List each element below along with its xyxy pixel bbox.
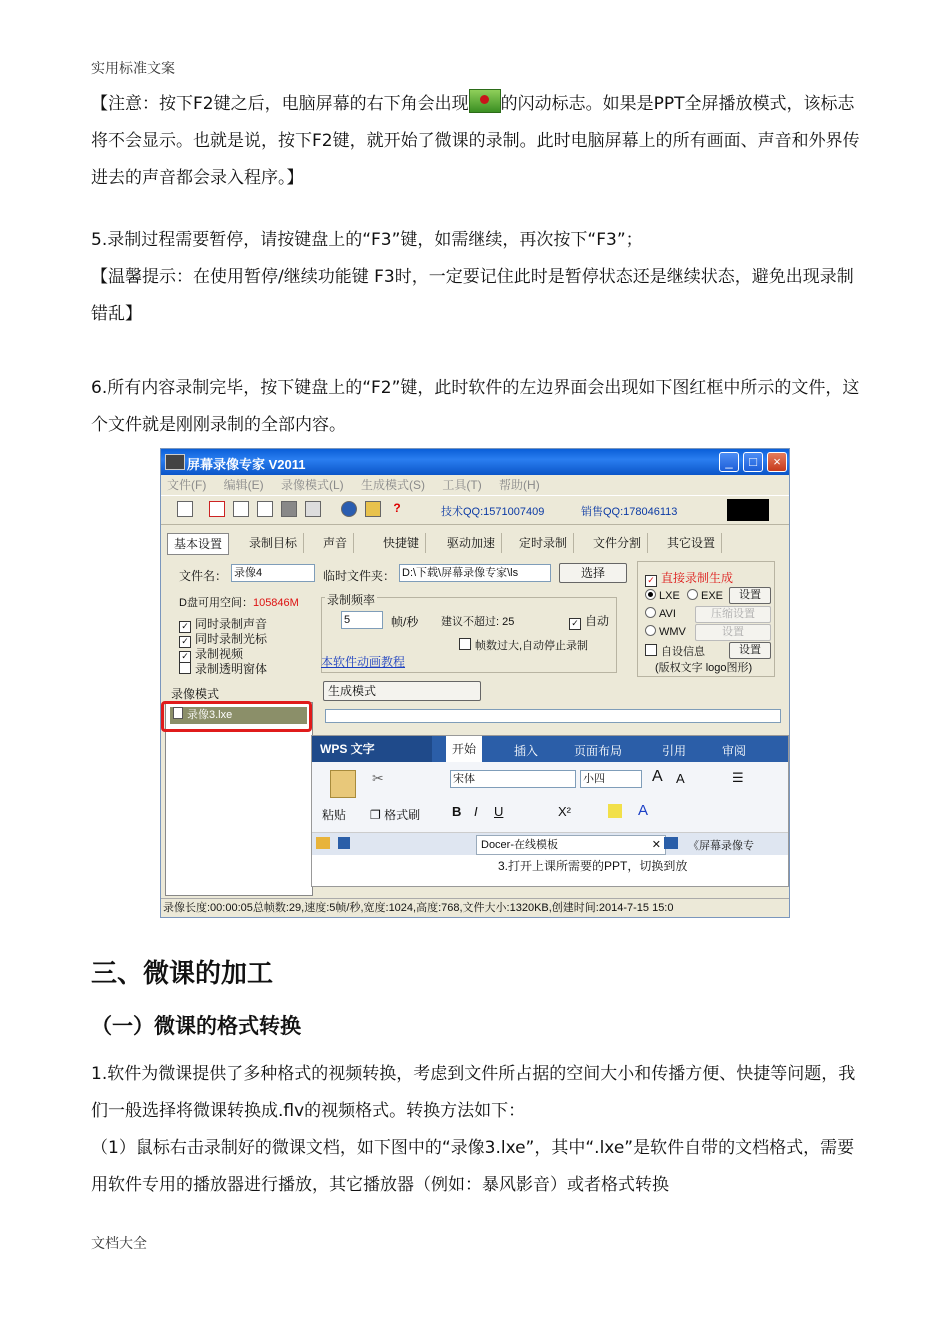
tab-file-split[interactable]: 文件分割 — [587, 533, 648, 553]
doc-icon — [664, 837, 678, 849]
paragraph-tip: 【温馨提示：在使用暂停/继续功能键 F3时，一定要记住此时是暂停状态还是继续状态，避免出现录制错乱】 — [91, 267, 854, 324]
check-record-cursor[interactable]: ✓ 同时录制光标 — [179, 630, 267, 648]
frequency-input[interactable]: 5 — [341, 611, 383, 629]
document-tab[interactable]: 《屏幕录像专 — [688, 840, 754, 852]
menu-record-mode[interactable]: 录像模式(L) — [281, 478, 344, 492]
bold-icon[interactable]: B — [452, 804, 462, 819]
toolbar — [161, 495, 789, 525]
check-record-sound[interactable]: ✓ 同时录制声音 — [179, 615, 267, 633]
globe-icon[interactable] — [341, 501, 357, 517]
paste-icon[interactable] — [330, 770, 356, 798]
camera-icon[interactable] — [281, 501, 297, 517]
font-color-icon[interactable]: A — [638, 802, 649, 819]
radio-lxe[interactable]: LXE — [645, 589, 680, 602]
check-transparent-window[interactable]: 录制透明窗体 — [179, 660, 267, 677]
close-tab-icon[interactable]: ✕ — [651, 839, 661, 851]
check-direct-generate[interactable]: ✓ 直接录制生成 — [645, 569, 733, 587]
cut-icon[interactable]: ✂ — [372, 770, 384, 786]
radio-wmv[interactable]: WMV — [645, 625, 686, 638]
wps-logo[interactable]: WPS 文字 — [312, 736, 432, 762]
wps-tab-layout[interactable]: 页面布局 — [574, 744, 623, 758]
wps-ribbon-tabs — [312, 736, 788, 762]
format-brush[interactable]: ❐ 格式刷 — [370, 808, 421, 822]
wps-tab-review[interactable]: 审阅 — [722, 744, 747, 758]
close-button[interactable]: × — [767, 452, 787, 472]
record-mode-label: 录像模式 — [171, 687, 220, 701]
wps-tab-home[interactable]: 开始 — [446, 736, 482, 762]
wps-ribbon — [312, 762, 788, 833]
tab-basic-settings[interactable]: 基本设置 — [167, 533, 229, 555]
tempdir-input[interactable]: D:\下载\屏幕录像专家\ls — [399, 564, 551, 582]
page-footer: 文档大全 — [91, 1236, 147, 1252]
menu-tools[interactable]: 工具(T) — [442, 478, 482, 492]
frequency-hint: 建议不超过: 25 — [441, 616, 515, 628]
frequency-group-label: 录制频率 — [327, 593, 376, 607]
grow-font-icon[interactable]: A — [652, 768, 663, 785]
list-item-recording[interactable]: 录像3.lxe — [170, 707, 307, 724]
paragraph-note — [91, 86, 866, 197]
wps-document-area — [312, 855, 788, 885]
menu-file[interactable]: 文件(F) — [167, 478, 207, 492]
shrink-font-icon[interactable]: A — [676, 771, 685, 786]
note-text-after: 的闪动标志。如果是PPT全屏播放模式，该标志将不会显示。也就是说，按下F2键，就开始了微课的录制。此时电脑屏幕上的所有画面、声音和外界传进去的声音都会录入程序。】 — [91, 94, 860, 188]
choose-button[interactable]: 选择 — [559, 563, 627, 583]
tab-other-settings[interactable]: 其它设置 — [661, 533, 722, 553]
page-header: 实用标准文案 — [91, 61, 175, 77]
copy-icon: ❐ — [370, 808, 385, 822]
paragraph-conversion: 1.软件为微课提供了多种格式的视频转换，考虑到文件所占据的空间大小和传播方便、快捷等问题，我们一般选择将微课转换成.flv的视频格式。转换方法如下： — [91, 1064, 856, 1121]
settings-button[interactable]: 设置 — [729, 587, 771, 604]
paragraph-step5: 5.录制过程需要暂停，请按键盘上的“F3”键，如需继续，再次按下“F3”； — [91, 230, 643, 250]
check-drop-stop[interactable]: 帧数过大,自动停止录制 — [459, 637, 588, 653]
wmv-settings-button[interactable]: 设置 — [695, 624, 771, 641]
tab-record-target[interactable]: 录制目标 — [243, 533, 304, 553]
generate-mode-button[interactable]: 生成模式 — [323, 681, 481, 701]
check-record-video[interactable]: ✓ 录制视频 — [179, 645, 243, 663]
filename-label: 文件名： — [179, 569, 228, 583]
tools-icon[interactable] — [365, 501, 381, 517]
font-size-select[interactable]: 小四 — [580, 770, 642, 788]
copyright-note: (版权文字 logo图形) — [655, 662, 753, 674]
highlight-box — [161, 701, 312, 732]
check-custom-info[interactable]: 自设信息 — [645, 643, 705, 659]
stop-icon[interactable] — [257, 501, 273, 517]
record-indicator-icon — [469, 89, 501, 113]
wps-doc-tabs — [312, 833, 788, 855]
wps-tab-reference[interactable]: 引用 — [662, 744, 687, 758]
save-icon[interactable] — [338, 837, 350, 849]
radio-exe[interactable]: EXE — [687, 589, 723, 602]
paste-label: 粘贴 — [322, 808, 347, 822]
paragraph-step6: 6.所有内容录制完毕，按下键盘上的“F2”键，此时软件的左边界面会出现如下图红框中所示的文件，这个文件就是刚刚录制的全部内容。 — [91, 378, 860, 435]
paragraph-step1: （1）鼠标右击录制好的微课文档，如下图中的“录像3.lxe”，其中“.lxe”是软件自带的文档格式，需要用软件专用的播放器进行播放，其它播放器（例如：暴风影音）或者格式转换 — [91, 1138, 855, 1195]
tab-hotkeys[interactable]: 快捷键 — [377, 533, 426, 553]
docer-tab[interactable]: Docer-在线模板 ✕ — [476, 835, 666, 855]
record-icon[interactable] — [209, 501, 225, 517]
generate-mode-field[interactable] — [325, 709, 781, 723]
folder-icon[interactable] — [316, 837, 330, 849]
superscript-icon[interactable]: X² — [558, 804, 571, 819]
compress-settings-button[interactable]: 压缩设置 — [695, 606, 771, 623]
tab-sound[interactable]: 声音 — [317, 533, 354, 553]
menu-bar — [161, 475, 789, 495]
tab-timed-record[interactable]: 定时录制 — [513, 533, 574, 553]
highlight-icon[interactable] — [608, 804, 622, 818]
custom-info-settings-button[interactable]: 设置 — [729, 642, 771, 659]
preview-box — [727, 499, 769, 521]
app-title: 屏幕录像专家 V2011 — [187, 457, 306, 472]
app-logo-icon — [165, 454, 185, 470]
frequency-unit: 帧/秒 — [391, 615, 419, 629]
minimize-button[interactable]: _ — [719, 452, 739, 472]
menu-help[interactable]: 帮助(H) — [499, 478, 540, 492]
wps-window — [311, 735, 789, 887]
status-bar: 录像长度:00:00:05总帧数:29,速度:5帧/秒,宽度:1024,高度:768,文件大小:1320KB,创建时间:2014-7-15 15:0 — [161, 898, 790, 917]
subsection-title: （一）微课的格式转换 — [91, 1014, 301, 1038]
tab-driver-accel[interactable]: 驱动加速 — [441, 533, 502, 553]
filename-input[interactable]: 录像4 — [231, 564, 315, 582]
app-screenshot — [160, 448, 790, 918]
pause-icon[interactable] — [233, 501, 249, 517]
help-icon[interactable]: ? — [393, 501, 401, 515]
font-name-select[interactable]: 宋体 — [450, 770, 576, 788]
new-file-icon[interactable] — [177, 501, 193, 517]
section-title: 三、微课的加工 — [91, 959, 274, 989]
app-titlebar — [161, 449, 789, 475]
italic-icon[interactable]: I — [474, 804, 478, 819]
menu-edit[interactable]: 编辑(E) — [223, 478, 264, 492]
menu-generate-mode[interactable]: 生成模式(S) — [361, 478, 426, 492]
pen-icon[interactable] — [305, 501, 321, 517]
list-icon[interactable]: ☰ — [732, 770, 744, 785]
note-text-before: 【注意：按下F2键之后，电脑屏幕的右下角会出现 — [91, 94, 469, 114]
tutorial-link[interactable]: 本软件动画教程 — [321, 655, 406, 669]
maximize-button[interactable]: □ — [743, 452, 763, 472]
document-line: 3.打开上课所需要的PPT，切换到放 — [498, 859, 688, 873]
check-auto[interactable]: ✓ 自动 — [569, 612, 609, 630]
underline-icon[interactable]: U — [494, 804, 504, 819]
disk-space: D盘可用空间：105846M — [179, 597, 299, 609]
radio-avi[interactable]: AVI — [645, 607, 676, 620]
tempdir-label: 临时文件夹： — [323, 569, 396, 583]
wps-tab-insert[interactable]: 插入 — [514, 744, 539, 758]
tech-qq-link[interactable]: 技术QQ:1571007409 — [441, 506, 545, 518]
sales-qq-link[interactable]: 销售QQ:178046113 — [581, 506, 678, 518]
